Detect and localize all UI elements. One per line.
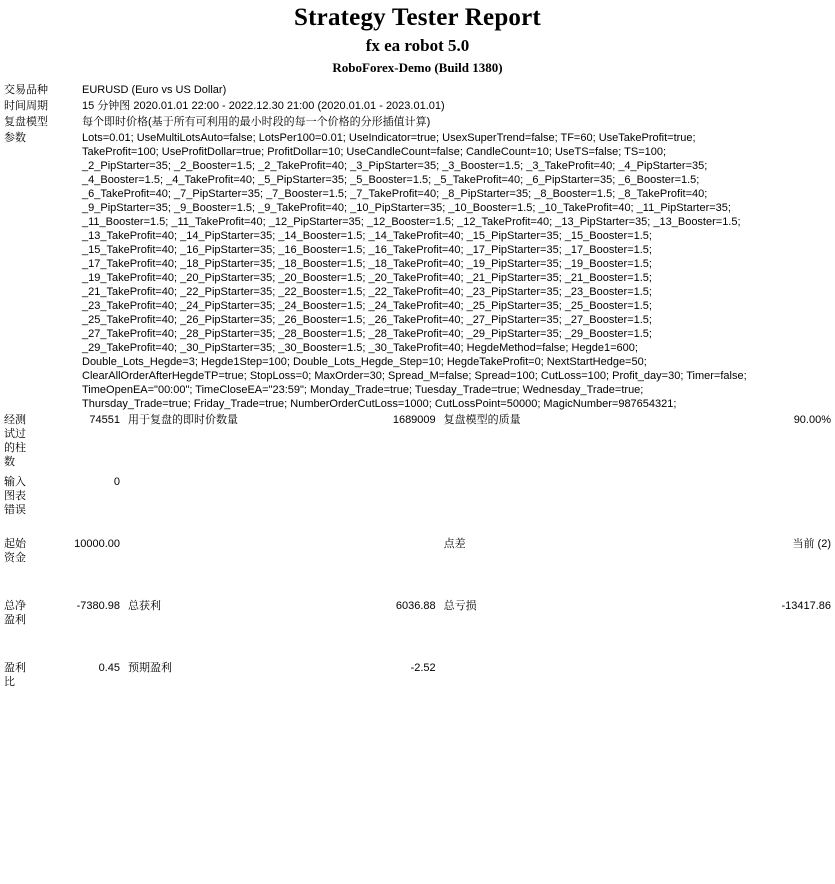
params-label: 参数 bbox=[4, 132, 26, 144]
table-row bbox=[0, 660, 835, 722]
stat-right-label: 总亏损 bbox=[443, 600, 477, 612]
table-row bbox=[0, 412, 835, 474]
params-line: _21_TakeProfit=40; _22_PipStarter=35; _22_Booster=1.5; _22_TakeProfit=40; _23_PipStarter=35; _23_Booster=1.5; bbox=[82, 286, 652, 298]
params-line: ClearAllOrderAfterHegdeTP=true; StopLoss=0; MaxOrder=30; Spread_M=false; Spread=100; CutLoss=100; Profit_day=30; Timer=false; bbox=[82, 370, 747, 382]
params-row bbox=[0, 130, 835, 412]
params-line: Double_Lots_Hegde=3; Hegde1Step=100; Double_Lots_Hegde_Step=10; HegdeTakeProfit=0; NextStartHedge=50; bbox=[82, 356, 647, 368]
stat-right-value: 90.00% bbox=[793, 414, 831, 426]
stat-mid-label: 用于复盘的即时价数量 bbox=[128, 414, 238, 426]
params-line: _17_TakeProfit=40; _18_PipStarter=35; _18_Booster=1.5; _18_TakeProfit=40; _19_PipStarter=35; _19_Booster=1.5; bbox=[82, 258, 652, 270]
stat-mid-value: 6036.88 bbox=[395, 600, 436, 612]
params-line: _2_PipStarter=35; _2_Booster=1.5; _2_TakeProfit=40; _3_PipStarter=35; _3_Booster=1.5; _3_TakeProfit=40; _4_PipStarter=35; bbox=[82, 160, 708, 172]
model-label: 复盘模型 bbox=[4, 116, 48, 128]
stat-mid-label: 预期盈利 bbox=[128, 662, 172, 674]
params-line: Lots=0.01; UseMultiLotsAuto=false; LotsPer100=0.01; UseIndicator=true; UsexSuperTrend=false; TF=60; UseTakeProfit=true; bbox=[82, 132, 696, 144]
ea-name: fx ea robot 5.0 bbox=[365, 36, 470, 55]
stat-right-value: 当前 (2) bbox=[792, 538, 831, 550]
stat-right-label bbox=[440, 660, 638, 722]
stat-mid-value bbox=[322, 536, 440, 598]
model-row bbox=[0, 114, 835, 130]
params-line: _19_TakeProfit=40; _20_PipStarter=35; _20_Booster=1.5; _20_TakeProfit=40; _21_PipStarter=35; _21_Booster=1.5; bbox=[82, 272, 652, 284]
stat-label: 起始资金 bbox=[4, 538, 26, 564]
report-info-table bbox=[0, 82, 835, 412]
stat-value: 10000.00 bbox=[74, 538, 120, 550]
params-line: _6_TakeProfit=40; _7_PipStarter=35; _7_Booster=1.5; _7_TakeProfit=40; _8_PipStarter=35; _8_Booster=1.5; _8_TakeProfit=40; bbox=[82, 188, 708, 200]
symbol-row bbox=[0, 82, 835, 98]
stat-right-label bbox=[440, 474, 638, 536]
stat-value: 74551 bbox=[89, 414, 120, 426]
stat-mid-value: -2.52 bbox=[410, 662, 436, 674]
stat-mid-label bbox=[124, 474, 322, 536]
stat-label: 盈利比 bbox=[4, 662, 26, 688]
stat-right-label: 点差 bbox=[443, 538, 466, 550]
stat-mid-value bbox=[322, 474, 440, 536]
stat-right-label: 复盘模型的质量 bbox=[443, 414, 521, 426]
stat-right-value bbox=[637, 660, 835, 722]
stat-label: 经测试过的柱数 bbox=[4, 414, 26, 468]
params-line: _11_Booster=1.5; _11_TakeProfit=40; _12_PipStarter=35; _12_Booster=1.5; _12_TakeProfit=40; _13_PipStarter=35; _13_Booster=1.5; bbox=[82, 216, 741, 228]
params-line: _13_TakeProfit=40; _14_PipStarter=35; _14_Booster=1.5; _14_TakeProfit=40; _15_PipStarter=35; _15_Booster=1.5; bbox=[82, 230, 652, 242]
report-stats-table bbox=[0, 412, 835, 722]
table-row bbox=[0, 598, 835, 660]
page-title: Strategy Tester Report bbox=[294, 4, 541, 31]
stat-mid-value: 1689009 bbox=[392, 414, 436, 426]
params-line: TimeOpenEA="00:00"; TimeCloseEA="23:59"; Monday_Trade=true; Tuesday_Trade=true; Wednesday_Trade=true; bbox=[82, 384, 644, 396]
params-line: _29_TakeProfit=40; _30_PipStarter=35; _30_Booster=1.5; _30_TakeProfit=40; HegdeMethod=false; Hegde1=600; bbox=[82, 342, 638, 354]
params-value bbox=[78, 130, 835, 412]
period-row bbox=[0, 98, 835, 114]
stat-mid-label: 总获利 bbox=[128, 600, 161, 612]
table-row bbox=[0, 474, 835, 536]
broker-build: RoboForex-Demo (Build 1380) bbox=[332, 60, 503, 75]
params-line: Thursday_Trade=true; Friday_Trade=true; NumberOrderCutLoss=1000; CutLossPoint=50000; MagicNumber=987654321; bbox=[82, 398, 677, 410]
symbol-value: EURUSD (Euro vs US Dollar) bbox=[82, 84, 227, 96]
symbol-label: 交易品种 bbox=[4, 84, 48, 96]
stat-right-value bbox=[637, 474, 835, 536]
params-line: _25_TakeProfit=40; _26_PipStarter=35; _26_Booster=1.5; _26_TakeProfit=40; _27_PipStarter=35; _27_Booster=1.5; bbox=[82, 314, 652, 326]
params-line: _9_PipStarter=35; _9_Booster=1.5; _9_TakeProfit=40; _10_PipStarter=35; _10_Booster=1.5; _10_TakeProfit=40; _11_PipStarter=35; bbox=[82, 202, 731, 214]
stat-label: 总净盈利 bbox=[4, 600, 26, 626]
period-value: 15 分钟图 2020.01.01 22:00 - 2022.12.30 21:00 (2020.01.01 - 2023.01.01) bbox=[82, 100, 445, 112]
period-label: 时间周期 bbox=[4, 100, 48, 112]
stat-right-value: -13417.86 bbox=[781, 600, 831, 612]
params-line: _23_TakeProfit=40; _24_PipStarter=35; _24_Booster=1.5; _24_TakeProfit=40; _25_PipStarter=35; _25_Booster=1.5; bbox=[82, 300, 652, 312]
params-line: TakeProfit=100; UseProfitDollar=true; ProfitDollar=10; UseCandleCount=false; CandleCount=10; UseTS=false; TS=100; bbox=[82, 146, 667, 158]
params-line: _27_TakeProfit=40; _28_PipStarter=35; _28_Booster=1.5; _28_TakeProfit=40; _29_PipStarter=35; _29_Booster=1.5; bbox=[82, 328, 652, 340]
report-header bbox=[0, 0, 835, 82]
stat-mid-label bbox=[124, 536, 322, 598]
stat-value: 0.45 bbox=[98, 662, 120, 674]
params-line: _15_TakeProfit=40; _16_PipStarter=35; _16_Booster=1.5; _16_TakeProfit=40; _17_PipStarter=35; _17_Booster=1.5; bbox=[82, 244, 652, 256]
model-value: 每个即时价格(基于所有可利用的最小时段的每一个价格的分形插值计算) bbox=[82, 116, 431, 128]
stat-value: -7380.98 bbox=[76, 600, 120, 612]
stat-value: 0 bbox=[113, 476, 120, 488]
table-row bbox=[0, 536, 835, 598]
stat-label: 输入图表错误 bbox=[4, 476, 26, 516]
params-line: _4_Booster=1.5; _4_TakeProfit=40; _5_PipStarter=35; _5_Booster=1.5; _5_TakeProfit=40; _6_PipStarter=35; _6_Booster=1.5; bbox=[82, 174, 700, 186]
